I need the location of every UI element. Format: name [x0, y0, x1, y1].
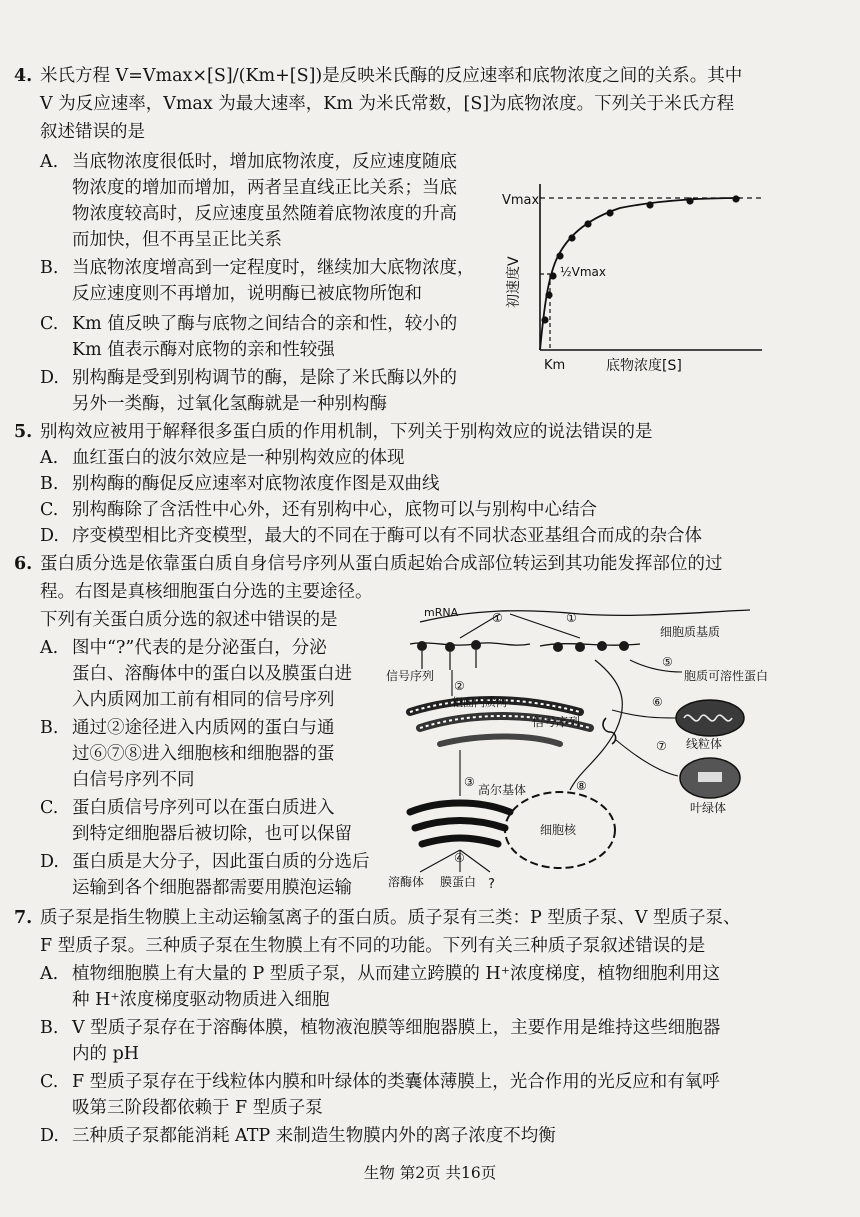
question-stem-line: 别构效应被用于解释很多蛋白质的作用机制，下列关于别构效应的说法错误的是 — [40, 422, 653, 442]
question-stem-line: 下列有关蛋白质分选的叙述中错误的是 — [40, 610, 338, 630]
option-text: 入内质网加工前有相同的信号序列 — [72, 690, 335, 710]
ribosome — [445, 642, 455, 652]
option-label: A. — [40, 152, 59, 172]
ribosome — [597, 641, 607, 651]
vmax-label: Vmax — [502, 193, 540, 208]
option-label: D. — [40, 852, 59, 872]
cytoplasm-label: 细胞质基质 — [660, 625, 721, 639]
step-1-label: ① — [566, 611, 577, 625]
lysosome-label: 溶酶体 — [388, 875, 425, 889]
option-text: 蛋白、溶酶体中的蛋白以及膜蛋白进 — [72, 664, 352, 684]
question-stem-line: 质子泵是指生物膜上主动运输氢离子的蛋白质。质子泵有三类：P 型质子泵、V 型质子泵、 — [40, 908, 741, 928]
rough-er-label: 粗面内质网 — [452, 696, 507, 709]
option-text: 物浓度较高时，反应速度虽然随着底物浓度的升高 — [72, 204, 457, 224]
option-text: 另外一类酶，过氧化氢酶就是一种别构酶 — [72, 394, 387, 414]
question-stem-line: 程。右图是真核细胞蛋白分选的主要途径。 — [40, 582, 373, 602]
option-text: 内的 pH — [72, 1044, 140, 1064]
arrow-7 — [616, 740, 678, 776]
option-text: Km 值反映了酶与底物之间结合的亲和性，较小的 — [72, 314, 458, 334]
signal-sequence-label: 信号序列 — [532, 715, 581, 729]
thylakoid-stack — [698, 772, 722, 782]
step-3-label: ③ — [464, 775, 475, 789]
step-7-label: ⑦ — [656, 739, 667, 753]
option-text: 别构酶除了含活性中心外，还有别构中心，底物可以与别构中心结合 — [72, 500, 597, 520]
option-text: 物浓度的增加而增加，两者呈直线正比关系；当底 — [72, 178, 457, 198]
data-point — [545, 291, 552, 298]
step-1-label: ① — [492, 611, 503, 625]
half-vmax-label: ½Vmax — [560, 265, 606, 279]
data-points — [541, 195, 739, 323]
option-text: 血红蛋白的波尔效应是一种别构效应的体现 — [72, 448, 405, 468]
mitochondrion-label: 线粒体 — [686, 737, 723, 751]
golgi-label: 高尔基体 — [478, 783, 527, 797]
mrna-label: mRNA — [424, 606, 459, 619]
option-text: 当底物浓度增高到一定程度时，继续加大底物浓度， — [72, 258, 475, 278]
arrow-5 — [630, 660, 682, 672]
option-label: B. — [40, 474, 59, 494]
option-text: 反应速度则不再增加，说明酶已被底物所饱和 — [72, 284, 422, 304]
option-label: C. — [40, 500, 59, 520]
ribosome — [575, 642, 585, 652]
option-text: 通过②途径进入内质网的蛋白与通 — [72, 718, 335, 738]
option-text: 别构酶的酶促反应速率对底物浓度作图是双曲线 — [72, 474, 440, 494]
step-2-label: ② — [454, 679, 465, 693]
question-stem-line: 米氏方程 V=Vmax×[S]/(Km+[S])是反映米氏酶的反应速率和底物浓度之间的关系。其中 — [40, 66, 743, 86]
question-number: 4. — [14, 66, 33, 86]
option-label: D. — [40, 368, 59, 388]
option-text: V 型质子泵存在于溶酶体膜，植物液泡膜等细胞器膜上，主要作用是维持这些细胞器 — [72, 1018, 721, 1038]
protein-sorting-diagram — [380, 600, 780, 890]
membrane-protein-label: 膜蛋白 — [440, 875, 477, 889]
data-point — [606, 209, 613, 216]
option-label: A. — [40, 448, 59, 468]
data-point — [549, 272, 556, 279]
option-text: 过⑥⑦⑧进入细胞核和细胞器的蛋 — [72, 744, 335, 764]
step-5-label: ⑤ — [662, 655, 673, 669]
x-axis-label: 底物浓度[S] — [606, 358, 682, 374]
signal-sequence-label: 信号序列 — [386, 669, 435, 683]
option-text: 蛋白质是大分子，因此蛋白质的分选后 — [72, 852, 370, 872]
question-stem-line: 蛋白质分选是依靠蛋白质自身信号序列从蛋白质起始合成部位转运到其功能发挥部位的过 — [40, 554, 723, 574]
ribosomes — [417, 640, 629, 652]
option-text: 当底物浓度很低时，增加底物浓度，反应速度随底 — [72, 152, 457, 172]
option-text: 到特定细胞器后被切除，也可以保留 — [72, 824, 352, 844]
ribosome — [417, 641, 427, 651]
chloroplast-label: 叶绿体 — [690, 801, 727, 815]
page-footer: 生物 第2页 共16页 — [363, 1164, 497, 1182]
question-number: 5. — [14, 422, 33, 442]
question-stem-line: F 型质子泵。三种质子泵在生物膜上有不同的功能。下列有关三种质子泵叙述错误的是 — [40, 936, 706, 956]
option-text: 三种质子泵都能消耗 ATP 来制造生物膜内外的离子浓度不均衡 — [72, 1126, 556, 1146]
data-point — [686, 197, 693, 204]
option-text: 别构酶是受到别构调节的酶，是除了米氏酶以外的 — [72, 368, 457, 388]
soluble-protein-label: 胞质可溶性蛋白 — [684, 669, 769, 683]
ribosome — [471, 640, 481, 650]
mrna-strand — [410, 643, 530, 645]
signal-peptide — [422, 650, 476, 670]
option-label: C. — [40, 798, 59, 818]
option-text: 而加快，但不再呈正比关系 — [72, 230, 282, 250]
option-label: C. — [40, 314, 59, 334]
option-text: 种 H⁺浓度梯度驱动物质进入细胞 — [72, 990, 330, 1010]
option-text: 吸第三阶段都依赖于 F 型质子泵 — [72, 1098, 323, 1118]
step-8-label: ⑧ — [576, 779, 587, 793]
km-label: Km — [544, 358, 566, 373]
mitochondrion — [676, 700, 744, 736]
data-point — [541, 316, 548, 323]
question-number: 6. — [14, 554, 33, 574]
y-axis-label: 初速度V — [506, 256, 522, 308]
ribosome — [553, 642, 563, 652]
golgi — [410, 803, 510, 844]
data-point — [732, 195, 739, 202]
option-label: B. — [40, 1018, 59, 1038]
option-label: B. — [40, 258, 59, 278]
question-stem-line: V 为反应速率，Vmax 为最大速率，Km 为米氏常数，[S]为底物浓度。下列关于米氏方程 — [40, 94, 735, 114]
option-text: F 型质子泵存在于线粒体内膜和叶绿体的类囊体薄膜上，光合作用的光反应和有氧呼 — [72, 1072, 720, 1092]
option-label: B. — [40, 718, 59, 738]
ribosome — [619, 641, 629, 651]
option-label: A. — [40, 964, 59, 984]
data-point — [584, 220, 591, 227]
data-point — [556, 252, 563, 259]
option-label: A. — [40, 638, 59, 658]
step-4-label: ④ — [454, 851, 465, 865]
step-6-label: ⑥ — [652, 695, 663, 709]
mrna-strand — [420, 610, 750, 622]
option-text: 序变模型相比齐变模型，最大的不同在于酶可以有不同状态亚基组合而成的杂合体 — [72, 526, 702, 546]
question-stem-line: 叙述错误的是 — [40, 122, 145, 142]
option-text: 白信号序列不同 — [72, 770, 195, 790]
option-label: C. — [40, 1072, 59, 1092]
unknown-protein-label: ? — [488, 877, 495, 890]
option-text: 运输到各个细胞器都需要用膜泡运输 — [72, 878, 352, 898]
option-text: 蛋白质信号序列可以在蛋白质进入 — [72, 798, 335, 818]
data-point — [646, 201, 653, 208]
michaelis-menten-graph — [500, 178, 770, 378]
data-point — [568, 234, 575, 241]
option-text: 图中“?”代表的是分泌蛋白，分泌 — [72, 638, 327, 658]
option-text: Km 值表示酶对底物的亲和性较强 — [72, 340, 335, 360]
question-number: 7. — [14, 908, 33, 928]
option-text: 植物细胞膜上有大量的 P 型质子泵，从而建立跨膜的 H⁺浓度梯度，植物细胞利用这 — [72, 964, 720, 984]
option-label: D. — [40, 1126, 59, 1146]
nucleus-label: 细胞核 — [540, 823, 577, 837]
option-label: D. — [40, 526, 59, 546]
